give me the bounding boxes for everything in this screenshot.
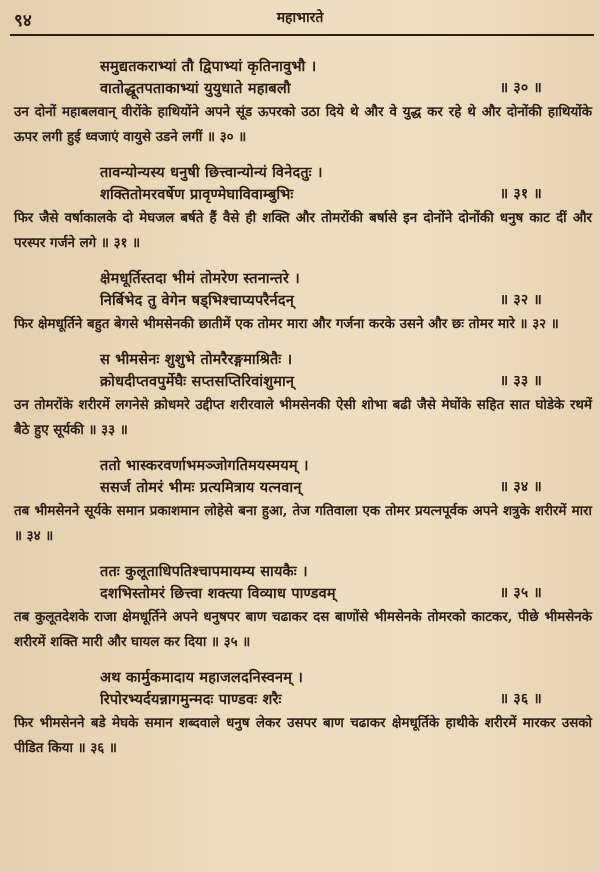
sanskrit-text: शक्तितोमरवर्षेण प्रावृण्मेघाविवाम्बुभिः <box>100 186 294 203</box>
verse-number: ॥ ३२ ॥ <box>499 292 542 308</box>
sanskrit-line <box>0 290 600 312</box>
sanskrit-text: ससर्ज तोमरं भीमः प्रत्यमित्राय यत्नवान् <box>100 479 302 496</box>
verse-number: ॥ ३० ॥ <box>499 80 542 96</box>
hindi-translation: फिर भीमसेनने बडे मेघके समान शब्दवाले धनुष लेकर उसपर बाण चढाकर क्षेमधूर्तिके हाथीके शरीरमें मारकर उसको पीडित किया ॥ ३६ ॥ <box>14 715 592 756</box>
hindi-translation: उन तोमरोंके शरीरमें लगनेसे क्रोधमरे उद्दीप्त शरीरवाले भीमसेनकी ऐसी शोभा बढी जैसे मेघोंके सहित सात घोडेके रथमें बैठे हुए सूर्यकी ॥ ३३ ॥ <box>14 397 592 438</box>
sanskrit-line <box>0 78 600 100</box>
sanskrit-text: दशभिस्तोमरं छित्त्वा शक्त्या विव्याध पाण्डवम् <box>100 585 336 602</box>
verse-gap <box>0 549 600 561</box>
sanskrit-text: निर्बिभेद तु वेगेन षड्भिश्चाप्यपरैर्नदन् <box>100 292 294 309</box>
hindi-translation: फिर जैसे वर्षाकालके दो मेघजल बर्षते हैं वैसे ही शक्ति और तोमरोंकी बर्षासे इन दोनोंने दोनोंकी धनुष काट दीं और परस्पर गर्जने लगे ॥ ३१ ॥ <box>14 210 592 251</box>
sanskrit-text: क्षेमधूर्तिस्तदा भीमं तोमरेण स्तनान्तरे । <box>100 270 300 287</box>
verse-number: ॥ ३६ ॥ <box>499 691 542 707</box>
verse-block <box>0 56 600 150</box>
verse-gap <box>0 256 600 268</box>
verse-number: ॥ ३५ ॥ <box>499 585 542 601</box>
hindi-translation: तब कुलूतदेशके राजा क्षेमधूर्तिने अपने धनुषपर बाण चढाकर दस बाणोंसे भीमसेनके तोमरको काटकर, पीछे भीमसेनके शरीरमें शक्ति मारी और घायल कर दिया ॥ ३५ ॥ <box>14 609 592 650</box>
sanskrit-line <box>0 371 600 393</box>
sanskrit-text: क्रोधदीप्तवपुर्मेघैः सप्तसप्तिरिवांशुमान् <box>100 373 295 390</box>
verse-gap <box>0 150 600 162</box>
sanskrit-line <box>0 349 600 371</box>
verse-block <box>0 561 600 655</box>
sanskrit-text: अथ कार्मुकमादाय महाजलदनिस्वनम् । <box>100 669 304 686</box>
sanskrit-line <box>0 268 600 290</box>
verse-list <box>0 56 600 761</box>
page-number: ९४ <box>14 11 32 31</box>
verse-block <box>0 349 600 443</box>
verse-number: ॥ ३३ ॥ <box>499 373 542 389</box>
sanskrit-line <box>0 561 600 583</box>
sanskrit-line <box>0 56 600 78</box>
sanskrit-text: तावन्योन्यस्य धनुषी छित्त्वान्योन्यं विनेदतुः । <box>100 164 323 181</box>
hindi-translation: फिर क्षेमधूर्तिने बहुत बेगसे भीमसेनकी छातीमें एक तोमर मारा और गर्जना करके उसने और छः तोमर मारे ॥ ३२ ॥ <box>14 316 559 332</box>
sanskrit-line <box>0 184 600 206</box>
sanskrit-line <box>0 162 600 184</box>
verse-block <box>0 455 600 549</box>
verse-block <box>0 162 600 256</box>
verse-gap <box>0 655 600 667</box>
hindi-translation: तब भीमसेनने सूर्यके समान प्रकाशमान लोहेसे बना हुआ, तेज गतिवाला एक तोमर प्रयत्नपूर्वक अपने शत्रुके शरीरमें मारा ॥ ३४ ॥ <box>14 503 592 544</box>
verse-block <box>0 667 600 761</box>
sanskrit-line <box>0 477 600 499</box>
running-title: महाभारते <box>276 10 324 26</box>
sanskrit-text: वातोद्धूतपताकाभ्यां युयुधाते महाबलौ <box>100 80 291 97</box>
hindi-translation: उन दोनों महाबलवान् वीरोंके हाथियोंने अपने सूंड ऊपरको उठा दिये थे और वे युद्ध कर रहे थे और दोनोंकी हाथियोंके ऊपर लगी हुई ध्वजाएं वायुसे उडने लगीं ॥ ३० ॥ <box>14 104 592 145</box>
page-header <box>0 0 600 40</box>
sanskrit-line <box>0 689 600 711</box>
header-rule <box>10 34 594 36</box>
verse-gap <box>0 443 600 455</box>
sanskrit-line <box>0 583 600 605</box>
verse-number: ॥ ३४ ॥ <box>499 479 542 495</box>
verse-block <box>0 268 600 337</box>
sanskrit-text: स भीमसेनः शुशुभे तोमरैरङ्गमाश्रितैः । <box>100 351 293 368</box>
verse-number: ॥ ३१ ॥ <box>499 186 542 202</box>
sanskrit-line <box>0 667 600 689</box>
sanskrit-text: ततः कुलूताधिपतिश्चापमायम्य सायकैः । <box>100 563 308 580</box>
sanskrit-text: रिपोरभ्यर्दयन्नागमुन्मदः पाण्डवः शरैः <box>100 691 282 708</box>
sanskrit-text: समुद्यतकराभ्यां तौ द्विपाभ्यां कृतिनावुभौ । <box>100 58 317 75</box>
verse-gap <box>0 337 600 349</box>
sanskrit-line <box>0 455 600 477</box>
sanskrit-text: ततो भास्करवर्णाभमञ्जोगतिमयस्मयम् । <box>100 457 309 474</box>
